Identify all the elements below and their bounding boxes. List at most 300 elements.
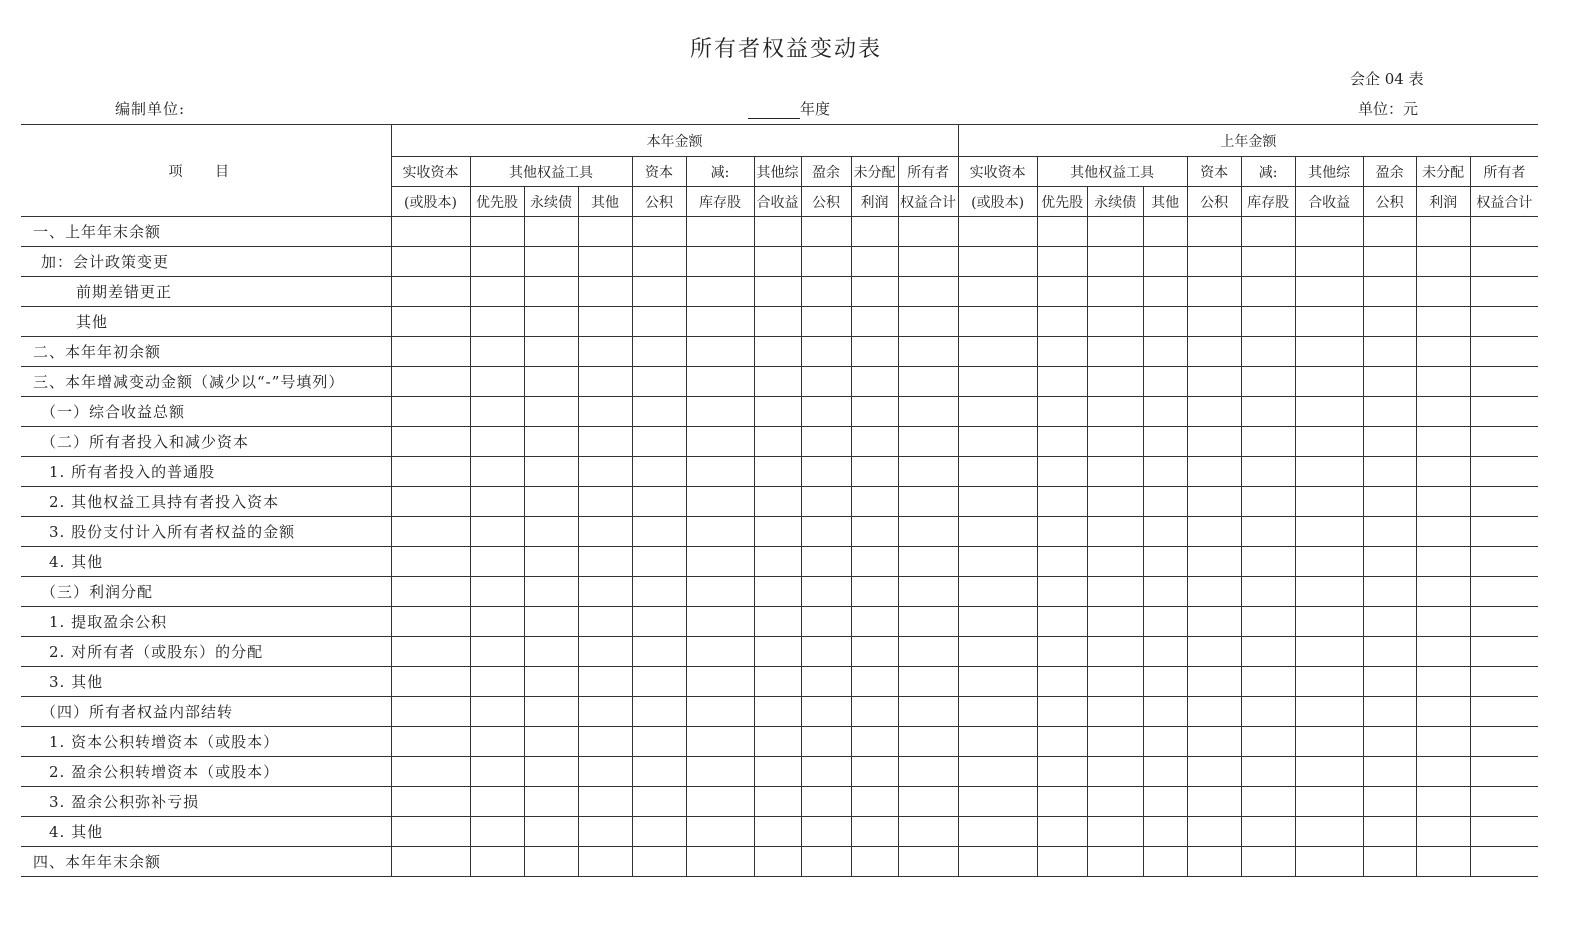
amount-cell[interactable]	[1470, 487, 1538, 517]
amount-cell[interactable]	[1363, 577, 1416, 607]
amount-cell[interactable]	[391, 217, 470, 247]
amount-cell[interactable]	[1363, 457, 1416, 487]
amount-cell[interactable]	[524, 847, 578, 877]
amount-cell[interactable]	[578, 667, 632, 697]
amount-cell[interactable]	[686, 217, 754, 247]
amount-cell[interactable]	[1187, 487, 1241, 517]
amount-cell[interactable]	[898, 367, 958, 397]
amount-cell[interactable]	[1295, 277, 1363, 307]
amount-cell[interactable]	[391, 697, 470, 727]
amount-cell[interactable]	[958, 577, 1037, 607]
amount-cell[interactable]	[851, 787, 898, 817]
amount-cell[interactable]	[632, 247, 686, 277]
amount-cell[interactable]	[686, 427, 754, 457]
amount-cell[interactable]	[754, 847, 801, 877]
amount-cell[interactable]	[1416, 247, 1470, 277]
amount-cell[interactable]	[1241, 427, 1295, 457]
amount-cell[interactable]	[1037, 247, 1087, 277]
amount-cell[interactable]	[1037, 337, 1087, 367]
amount-cell[interactable]	[754, 337, 801, 367]
amount-cell[interactable]	[470, 547, 524, 577]
amount-cell[interactable]	[1295, 637, 1363, 667]
amount-cell[interactable]	[958, 457, 1037, 487]
amount-cell[interactable]	[1087, 757, 1143, 787]
amount-cell[interactable]	[1416, 547, 1470, 577]
amount-cell[interactable]	[958, 727, 1037, 757]
amount-cell[interactable]	[898, 817, 958, 847]
amount-cell[interactable]	[470, 817, 524, 847]
amount-cell[interactable]	[686, 487, 754, 517]
amount-cell[interactable]	[851, 727, 898, 757]
amount-cell[interactable]	[1037, 847, 1087, 877]
amount-cell[interactable]	[851, 847, 898, 877]
amount-cell[interactable]	[1363, 367, 1416, 397]
amount-cell[interactable]	[1241, 607, 1295, 637]
amount-cell[interactable]	[686, 307, 754, 337]
amount-cell[interactable]	[1087, 277, 1143, 307]
amount-cell[interactable]	[1363, 547, 1416, 577]
amount-cell[interactable]	[391, 847, 470, 877]
amount-cell[interactable]	[1037, 577, 1087, 607]
amount-cell[interactable]	[801, 757, 851, 787]
amount-cell[interactable]	[1470, 457, 1538, 487]
amount-cell[interactable]	[391, 337, 470, 367]
amount-cell[interactable]	[524, 427, 578, 457]
amount-cell[interactable]	[1037, 817, 1087, 847]
amount-cell[interactable]	[1416, 637, 1470, 667]
amount-cell[interactable]	[1143, 817, 1187, 847]
amount-cell[interactable]	[470, 727, 524, 757]
amount-cell[interactable]	[958, 517, 1037, 547]
amount-cell[interactable]	[1143, 517, 1187, 547]
amount-cell[interactable]	[898, 427, 958, 457]
amount-cell[interactable]	[958, 217, 1037, 247]
amount-cell[interactable]	[686, 847, 754, 877]
amount-cell[interactable]	[754, 247, 801, 277]
amount-cell[interactable]	[1187, 427, 1241, 457]
amount-cell[interactable]	[851, 817, 898, 847]
amount-cell[interactable]	[1087, 667, 1143, 697]
amount-cell[interactable]	[801, 727, 851, 757]
amount-cell[interactable]	[470, 397, 524, 427]
amount-cell[interactable]	[1363, 517, 1416, 547]
amount-cell[interactable]	[1295, 367, 1363, 397]
amount-cell[interactable]	[1363, 337, 1416, 367]
amount-cell[interactable]	[1037, 397, 1087, 427]
amount-cell[interactable]	[1187, 337, 1241, 367]
amount-cell[interactable]	[1470, 637, 1538, 667]
amount-cell[interactable]	[754, 547, 801, 577]
amount-cell[interactable]	[1241, 217, 1295, 247]
amount-cell[interactable]	[391, 307, 470, 337]
amount-cell[interactable]	[851, 367, 898, 397]
amount-cell[interactable]	[1470, 757, 1538, 787]
amount-cell[interactable]	[1037, 607, 1087, 637]
amount-cell[interactable]	[1143, 217, 1187, 247]
amount-cell[interactable]	[1241, 817, 1295, 847]
amount-cell[interactable]	[391, 247, 470, 277]
amount-cell[interactable]	[1416, 307, 1470, 337]
amount-cell[interactable]	[686, 667, 754, 697]
amount-cell[interactable]	[1187, 247, 1241, 277]
amount-cell[interactable]	[1470, 697, 1538, 727]
amount-cell[interactable]	[1241, 577, 1295, 607]
amount-cell[interactable]	[1363, 607, 1416, 637]
amount-cell[interactable]	[1087, 307, 1143, 337]
amount-cell[interactable]	[391, 607, 470, 637]
amount-cell[interactable]	[1470, 667, 1538, 697]
amount-cell[interactable]	[1037, 427, 1087, 457]
amount-cell[interactable]	[958, 277, 1037, 307]
amount-cell[interactable]	[851, 397, 898, 427]
amount-cell[interactable]	[1087, 727, 1143, 757]
amount-cell[interactable]	[898, 277, 958, 307]
amount-cell[interactable]	[470, 667, 524, 697]
amount-cell[interactable]	[524, 247, 578, 277]
amount-cell[interactable]	[1470, 367, 1538, 397]
amount-cell[interactable]	[1416, 607, 1470, 637]
amount-cell[interactable]	[578, 697, 632, 727]
amount-cell[interactable]	[1187, 277, 1241, 307]
amount-cell[interactable]	[1187, 577, 1241, 607]
amount-cell[interactable]	[1037, 307, 1087, 337]
amount-cell[interactable]	[1241, 397, 1295, 427]
amount-cell[interactable]	[1363, 817, 1416, 847]
amount-cell[interactable]	[1470, 397, 1538, 427]
amount-cell[interactable]	[1241, 337, 1295, 367]
amount-cell[interactable]	[524, 367, 578, 397]
amount-cell[interactable]	[1295, 337, 1363, 367]
amount-cell[interactable]	[632, 547, 686, 577]
amount-cell[interactable]	[524, 517, 578, 547]
amount-cell[interactable]	[632, 847, 686, 877]
amount-cell[interactable]	[958, 607, 1037, 637]
amount-cell[interactable]	[524, 217, 578, 247]
amount-cell[interactable]	[898, 457, 958, 487]
amount-cell[interactable]	[686, 277, 754, 307]
amount-cell[interactable]	[578, 517, 632, 547]
amount-cell[interactable]	[1416, 817, 1470, 847]
amount-cell[interactable]	[524, 757, 578, 787]
amount-cell[interactable]	[686, 787, 754, 817]
amount-cell[interactable]	[524, 457, 578, 487]
amount-cell[interactable]	[578, 817, 632, 847]
amount-cell[interactable]	[1241, 757, 1295, 787]
amount-cell[interactable]	[898, 697, 958, 727]
amount-cell[interactable]	[1143, 847, 1187, 877]
amount-cell[interactable]	[754, 457, 801, 487]
amount-cell[interactable]	[524, 697, 578, 727]
amount-cell[interactable]	[686, 397, 754, 427]
amount-cell[interactable]	[1037, 637, 1087, 667]
amount-cell[interactable]	[1295, 607, 1363, 637]
amount-cell[interactable]	[1295, 667, 1363, 697]
amount-cell[interactable]	[686, 817, 754, 847]
amount-cell[interactable]	[801, 367, 851, 397]
amount-cell[interactable]	[754, 517, 801, 547]
amount-cell[interactable]	[958, 667, 1037, 697]
amount-cell[interactable]	[958, 547, 1037, 577]
amount-cell[interactable]	[1037, 487, 1087, 517]
amount-cell[interactable]	[1295, 457, 1363, 487]
amount-cell[interactable]	[578, 367, 632, 397]
amount-cell[interactable]	[1470, 817, 1538, 847]
amount-cell[interactable]	[632, 277, 686, 307]
amount-cell[interactable]	[1241, 667, 1295, 697]
amount-cell[interactable]	[1416, 697, 1470, 727]
amount-cell[interactable]	[524, 817, 578, 847]
amount-cell[interactable]	[1470, 847, 1538, 877]
amount-cell[interactable]	[391, 457, 470, 487]
amount-cell[interactable]	[1143, 247, 1187, 277]
amount-cell[interactable]	[524, 787, 578, 817]
amount-cell[interactable]	[1143, 547, 1187, 577]
amount-cell[interactable]	[1241, 277, 1295, 307]
amount-cell[interactable]	[1416, 517, 1470, 547]
amount-cell[interactable]	[851, 277, 898, 307]
amount-cell[interactable]	[470, 307, 524, 337]
amount-cell[interactable]	[524, 487, 578, 517]
amount-cell[interactable]	[470, 217, 524, 247]
amount-cell[interactable]	[851, 757, 898, 787]
amount-cell[interactable]	[1087, 847, 1143, 877]
amount-cell[interactable]	[754, 487, 801, 517]
amount-cell[interactable]	[1470, 307, 1538, 337]
amount-cell[interactable]	[686, 247, 754, 277]
amount-cell[interactable]	[1143, 787, 1187, 817]
amount-cell[interactable]	[754, 727, 801, 757]
amount-cell[interactable]	[1363, 847, 1416, 877]
amount-cell[interactable]	[524, 637, 578, 667]
amount-cell[interactable]	[686, 637, 754, 667]
amount-cell[interactable]	[1143, 307, 1187, 337]
amount-cell[interactable]	[1087, 517, 1143, 547]
amount-cell[interactable]	[1241, 367, 1295, 397]
amount-cell[interactable]	[1416, 217, 1470, 247]
amount-cell[interactable]	[754, 577, 801, 607]
amount-cell[interactable]	[801, 427, 851, 457]
amount-cell[interactable]	[578, 757, 632, 787]
amount-cell[interactable]	[898, 487, 958, 517]
amount-cell[interactable]	[1295, 757, 1363, 787]
amount-cell[interactable]	[851, 607, 898, 637]
amount-cell[interactable]	[1143, 577, 1187, 607]
amount-cell[interactable]	[851, 487, 898, 517]
amount-cell[interactable]	[686, 757, 754, 787]
amount-cell[interactable]	[1087, 247, 1143, 277]
amount-cell[interactable]	[391, 637, 470, 667]
amount-cell[interactable]	[1087, 487, 1143, 517]
amount-cell[interactable]	[1143, 607, 1187, 637]
amount-cell[interactable]	[898, 757, 958, 787]
amount-cell[interactable]	[470, 427, 524, 457]
amount-cell[interactable]	[524, 337, 578, 367]
amount-cell[interactable]	[1187, 847, 1241, 877]
amount-cell[interactable]	[958, 367, 1037, 397]
amount-cell[interactable]	[1470, 517, 1538, 547]
amount-cell[interactable]	[1187, 607, 1241, 637]
amount-cell[interactable]	[898, 547, 958, 577]
amount-cell[interactable]	[632, 577, 686, 607]
amount-cell[interactable]	[470, 367, 524, 397]
amount-cell[interactable]	[524, 667, 578, 697]
amount-cell[interactable]	[1087, 637, 1143, 667]
amount-cell[interactable]	[1363, 757, 1416, 787]
amount-cell[interactable]	[1295, 247, 1363, 277]
amount-cell[interactable]	[1143, 277, 1187, 307]
amount-cell[interactable]	[1241, 457, 1295, 487]
amount-cell[interactable]	[1295, 787, 1363, 817]
amount-cell[interactable]	[1037, 727, 1087, 757]
amount-cell[interactable]	[1416, 847, 1470, 877]
amount-cell[interactable]	[686, 517, 754, 547]
amount-cell[interactable]	[958, 757, 1037, 787]
amount-cell[interactable]	[1470, 727, 1538, 757]
amount-cell[interactable]	[632, 427, 686, 457]
amount-cell[interactable]	[1470, 787, 1538, 817]
amount-cell[interactable]	[1295, 397, 1363, 427]
amount-cell[interactable]	[1470, 607, 1538, 637]
amount-cell[interactable]	[524, 727, 578, 757]
amount-cell[interactable]	[898, 217, 958, 247]
amount-cell[interactable]	[754, 667, 801, 697]
amount-cell[interactable]	[391, 667, 470, 697]
amount-cell[interactable]	[1241, 637, 1295, 667]
amount-cell[interactable]	[958, 847, 1037, 877]
amount-cell[interactable]	[1416, 577, 1470, 607]
amount-cell[interactable]	[1470, 217, 1538, 247]
amount-cell[interactable]	[632, 307, 686, 337]
amount-cell[interactable]	[754, 397, 801, 427]
amount-cell[interactable]	[391, 277, 470, 307]
amount-cell[interactable]	[686, 577, 754, 607]
amount-cell[interactable]	[898, 577, 958, 607]
amount-cell[interactable]	[1087, 547, 1143, 577]
amount-cell[interactable]	[958, 427, 1037, 457]
amount-cell[interactable]	[851, 247, 898, 277]
amount-cell[interactable]	[1143, 427, 1187, 457]
amount-cell[interactable]	[391, 787, 470, 817]
amount-cell[interactable]	[632, 637, 686, 667]
amount-cell[interactable]	[1087, 817, 1143, 847]
amount-cell[interactable]	[1187, 667, 1241, 697]
amount-cell[interactable]	[578, 727, 632, 757]
amount-cell[interactable]	[1363, 487, 1416, 517]
amount-cell[interactable]	[898, 847, 958, 877]
amount-cell[interactable]	[1087, 337, 1143, 367]
amount-cell[interactable]	[801, 457, 851, 487]
amount-cell[interactable]	[898, 787, 958, 817]
amount-cell[interactable]	[1363, 307, 1416, 337]
amount-cell[interactable]	[958, 817, 1037, 847]
amount-cell[interactable]	[1087, 217, 1143, 247]
amount-cell[interactable]	[1143, 697, 1187, 727]
amount-cell[interactable]	[578, 277, 632, 307]
amount-cell[interactable]	[1363, 217, 1416, 247]
amount-cell[interactable]	[754, 637, 801, 667]
amount-cell[interactable]	[1187, 397, 1241, 427]
amount-cell[interactable]	[1187, 307, 1241, 337]
amount-cell[interactable]	[1470, 247, 1538, 277]
amount-cell[interactable]	[801, 607, 851, 637]
amount-cell[interactable]	[1187, 817, 1241, 847]
amount-cell[interactable]	[1363, 727, 1416, 757]
amount-cell[interactable]	[1295, 547, 1363, 577]
amount-cell[interactable]	[578, 247, 632, 277]
amount-cell[interactable]	[801, 217, 851, 247]
amount-cell[interactable]	[801, 787, 851, 817]
amount-cell[interactable]	[851, 307, 898, 337]
amount-cell[interactable]	[470, 337, 524, 367]
amount-cell[interactable]	[1037, 277, 1087, 307]
amount-cell[interactable]	[391, 397, 470, 427]
amount-cell[interactable]	[391, 817, 470, 847]
amount-cell[interactable]	[898, 307, 958, 337]
amount-cell[interactable]	[1241, 487, 1295, 517]
amount-cell[interactable]	[1241, 247, 1295, 277]
amount-cell[interactable]	[391, 547, 470, 577]
amount-cell[interactable]	[754, 817, 801, 847]
amount-cell[interactable]	[1037, 697, 1087, 727]
amount-cell[interactable]	[1416, 367, 1470, 397]
amount-cell[interactable]	[1295, 577, 1363, 607]
amount-cell[interactable]	[1037, 367, 1087, 397]
amount-cell[interactable]	[1295, 517, 1363, 547]
amount-cell[interactable]	[801, 487, 851, 517]
amount-cell[interactable]	[578, 847, 632, 877]
amount-cell[interactable]	[470, 637, 524, 667]
amount-cell[interactable]	[470, 787, 524, 817]
amount-cell[interactable]	[1363, 697, 1416, 727]
amount-cell[interactable]	[632, 607, 686, 637]
amount-cell[interactable]	[1416, 337, 1470, 367]
amount-cell[interactable]	[1143, 457, 1187, 487]
amount-cell[interactable]	[1470, 277, 1538, 307]
amount-cell[interactable]	[1363, 667, 1416, 697]
amount-cell[interactable]	[1187, 457, 1241, 487]
amount-cell[interactable]	[632, 817, 686, 847]
amount-cell[interactable]	[1416, 397, 1470, 427]
amount-cell[interactable]	[1037, 547, 1087, 577]
amount-cell[interactable]	[851, 337, 898, 367]
amount-cell[interactable]	[1416, 277, 1470, 307]
amount-cell[interactable]	[686, 727, 754, 757]
amount-cell[interactable]	[1087, 697, 1143, 727]
amount-cell[interactable]	[1363, 247, 1416, 277]
amount-cell[interactable]	[898, 637, 958, 667]
amount-cell[interactable]	[1037, 757, 1087, 787]
amount-cell[interactable]	[1295, 847, 1363, 877]
amount-cell[interactable]	[1187, 757, 1241, 787]
amount-cell[interactable]	[1187, 697, 1241, 727]
amount-cell[interactable]	[1363, 637, 1416, 667]
amount-cell[interactable]	[801, 577, 851, 607]
amount-cell[interactable]	[754, 307, 801, 337]
amount-cell[interactable]	[754, 757, 801, 787]
amount-cell[interactable]	[1037, 517, 1087, 547]
amount-cell[interactable]	[754, 787, 801, 817]
amount-cell[interactable]	[1241, 517, 1295, 547]
amount-cell[interactable]	[632, 337, 686, 367]
amount-cell[interactable]	[391, 427, 470, 457]
amount-cell[interactable]	[391, 727, 470, 757]
amount-cell[interactable]	[578, 487, 632, 517]
amount-cell[interactable]	[470, 607, 524, 637]
amount-cell[interactable]	[632, 457, 686, 487]
amount-cell[interactable]	[1143, 487, 1187, 517]
amount-cell[interactable]	[851, 427, 898, 457]
amount-cell[interactable]	[801, 247, 851, 277]
